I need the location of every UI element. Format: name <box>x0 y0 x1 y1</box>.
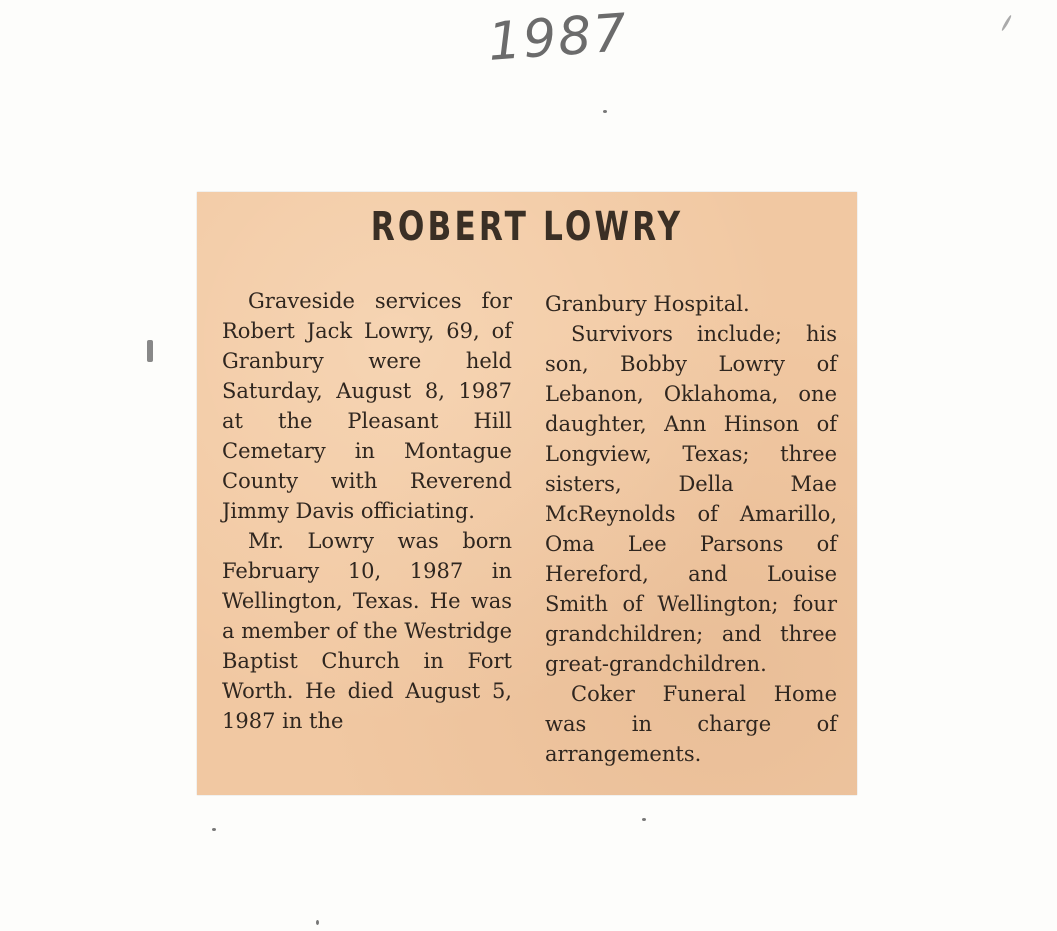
dust-speck <box>603 110 607 113</box>
dust-speck <box>316 920 319 925</box>
obituary-paragraph-continued: Granbury Hospital. <box>545 292 750 316</box>
obituary-paragraph: Coker Funeral Home was in charge of arrangements. <box>545 682 837 766</box>
obituary-column-left <box>222 286 512 736</box>
dust-speck <box>212 828 216 831</box>
handwritten-year-note: 1987 <box>486 3 631 73</box>
dust-speck <box>642 818 646 821</box>
obituary-paragraph: Mr. Lowry was born February 10, 1987 in Wellington, Texas. He was a member of the Westridge Baptist Church in Fort Worth. He died August 5, 1987 in the <box>222 529 512 733</box>
obituary-paragraph: Survivors include; his son, Bobby Lowry of Lebanon, Oklahoma, one daughter, Ann Hinson of Longview, Texas; three sisters, Della Mae McReynolds of Amarillo, Oma Lee Parsons of Hereford, and Louise Smith of Wellington; four grandchildren; and three great-grandchildren. <box>545 322 837 676</box>
obituary-headline: ROBERT LOWRY <box>370 204 684 250</box>
dust-speck <box>147 340 153 362</box>
obituary-paragraph: Graveside services for Robert Jack Lowry, 69, of Granbury were held Saturday, August 8, 1987 at the Pleasant Hill Cemetary in Montague County with Reverend Jimmy Davis officiating. <box>222 289 512 523</box>
newspaper-clipping <box>197 192 857 795</box>
obituary-column-right <box>545 289 837 769</box>
dust-speck <box>1001 14 1013 31</box>
